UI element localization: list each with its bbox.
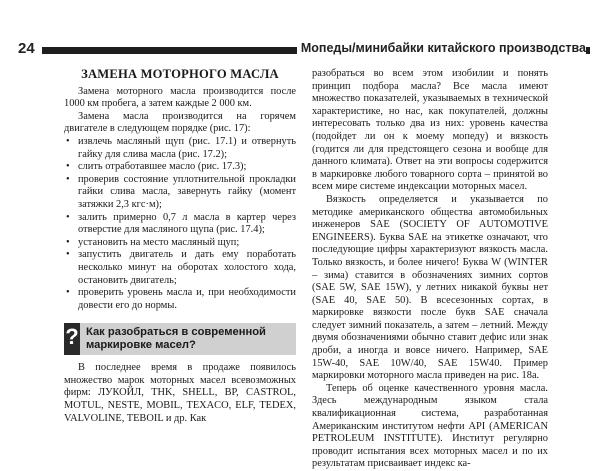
paragraph: разобраться во всем этом изобилии и понять принцип подбора масла? Все масла имеют множество показателей, указываемых в технической характеристике, но нас, как покупателей, должны интересовать только два из них: уровень качества (подойдет ли он к моему мопеду) и вязкость (годится ли для предстоящего сезона и вообще для данного климата). Ответ на эти вопросы содержится в маркировке любого товарного сорта – принятой во всем мире системе индексации моторных масел.	[312, 68, 548, 193]
page-header	[18, 42, 590, 58]
paragraph: Замена моторного масла производится после 1000 км пробега, а затем каждые 2 000 км.	[64, 85, 296, 110]
list-item: • извлечь масляный щуп (рис. 17.1) и отвернуть гайку для слива масла (рис. 17.2);	[64, 136, 296, 161]
question-title: Как разобраться в современной маркировке масел?	[80, 323, 296, 355]
paragraph: В последнее время в продаже появилось множество марок моторных масел всевозможных фирм: ЛУКОЙЛ, THK, SHELL, BP, CASTROL, MOTUL, NESTE, MOBIL, TEXACO, ELF, TEDEX, VALVOLINE, TEBOIL и др. Как	[64, 362, 296, 424]
question-mark-icon: ?	[64, 323, 80, 355]
steps-list	[64, 136, 296, 312]
list-item: • проверить уровень масла и, при необходимости довести его до нормы.	[64, 287, 296, 312]
left-column	[64, 68, 296, 425]
section-title: ЗАМЕНА МОТОРНОГО МАСЛА	[81, 67, 279, 81]
paragraph: Теперь об оценке качественного уровня масла. Здесь международным языком стала квалификационная система, разработанная Американским институтом нефти API (AMERICAN PETROLEUM INSTITUTE). Институт регулярно проводит испытания всех моторных масел и по их результатам присваивает индекс ка-	[312, 382, 548, 470]
list-item: • запустить двигатель и дать ему поработать несколько минут на оборотах холостого хода, остановить двигатель;	[64, 249, 296, 287]
page-number: 24	[18, 40, 35, 57]
right-column	[312, 68, 548, 471]
list-item: • установить на место масляный щуп;	[64, 237, 296, 250]
list-item: • залить примерно 0,7 л масла в картер через отверстие для масляного щупа (рис. 17.4);	[64, 212, 296, 237]
question-box	[64, 323, 296, 355]
paragraph: Замена масла производится на горячем двигателе в следующем порядке (рис. 17):	[64, 110, 296, 135]
list-item: • проверив состояние уплотнительной прокладки гайки слива масла, завернуть гайку (момент затяжки 2,3 кгс·м);	[64, 174, 296, 212]
paragraph: Вязкость определяется и указывается по методике американского общества автомобильных инженеров SAE (SOCIETY OF AUTOMOTIVE ENGINEERS). Буква SAE на этикетке означают, что последующие цифры характеризуют вязкость масла. Только вязкость, и более ничего! Буква W (WINTER – зима) ставится в обозначениях зимних сортов (SAE 5W, SAE 15W), у летних никакой буквы нет (SAE 40, SAE 50). В всесезонных сортах, в маркировке вязкости после букв SAE сначала следует зимний показатель, а затем – летний. Между двумя обозначениями обычно ставит дефис или знак дроби, а иногда и вовсе ничего. Например, SAE 15W-40, SAE 10W/40, SAE 15W40. Пример маркировки моторного масла приведен на рис. 18а.	[312, 193, 548, 382]
running-title: Мопеды/минибайки китайского производства	[297, 41, 586, 55]
list-item: • слить отработавшее масло (рис. 17.3);	[64, 161, 296, 174]
